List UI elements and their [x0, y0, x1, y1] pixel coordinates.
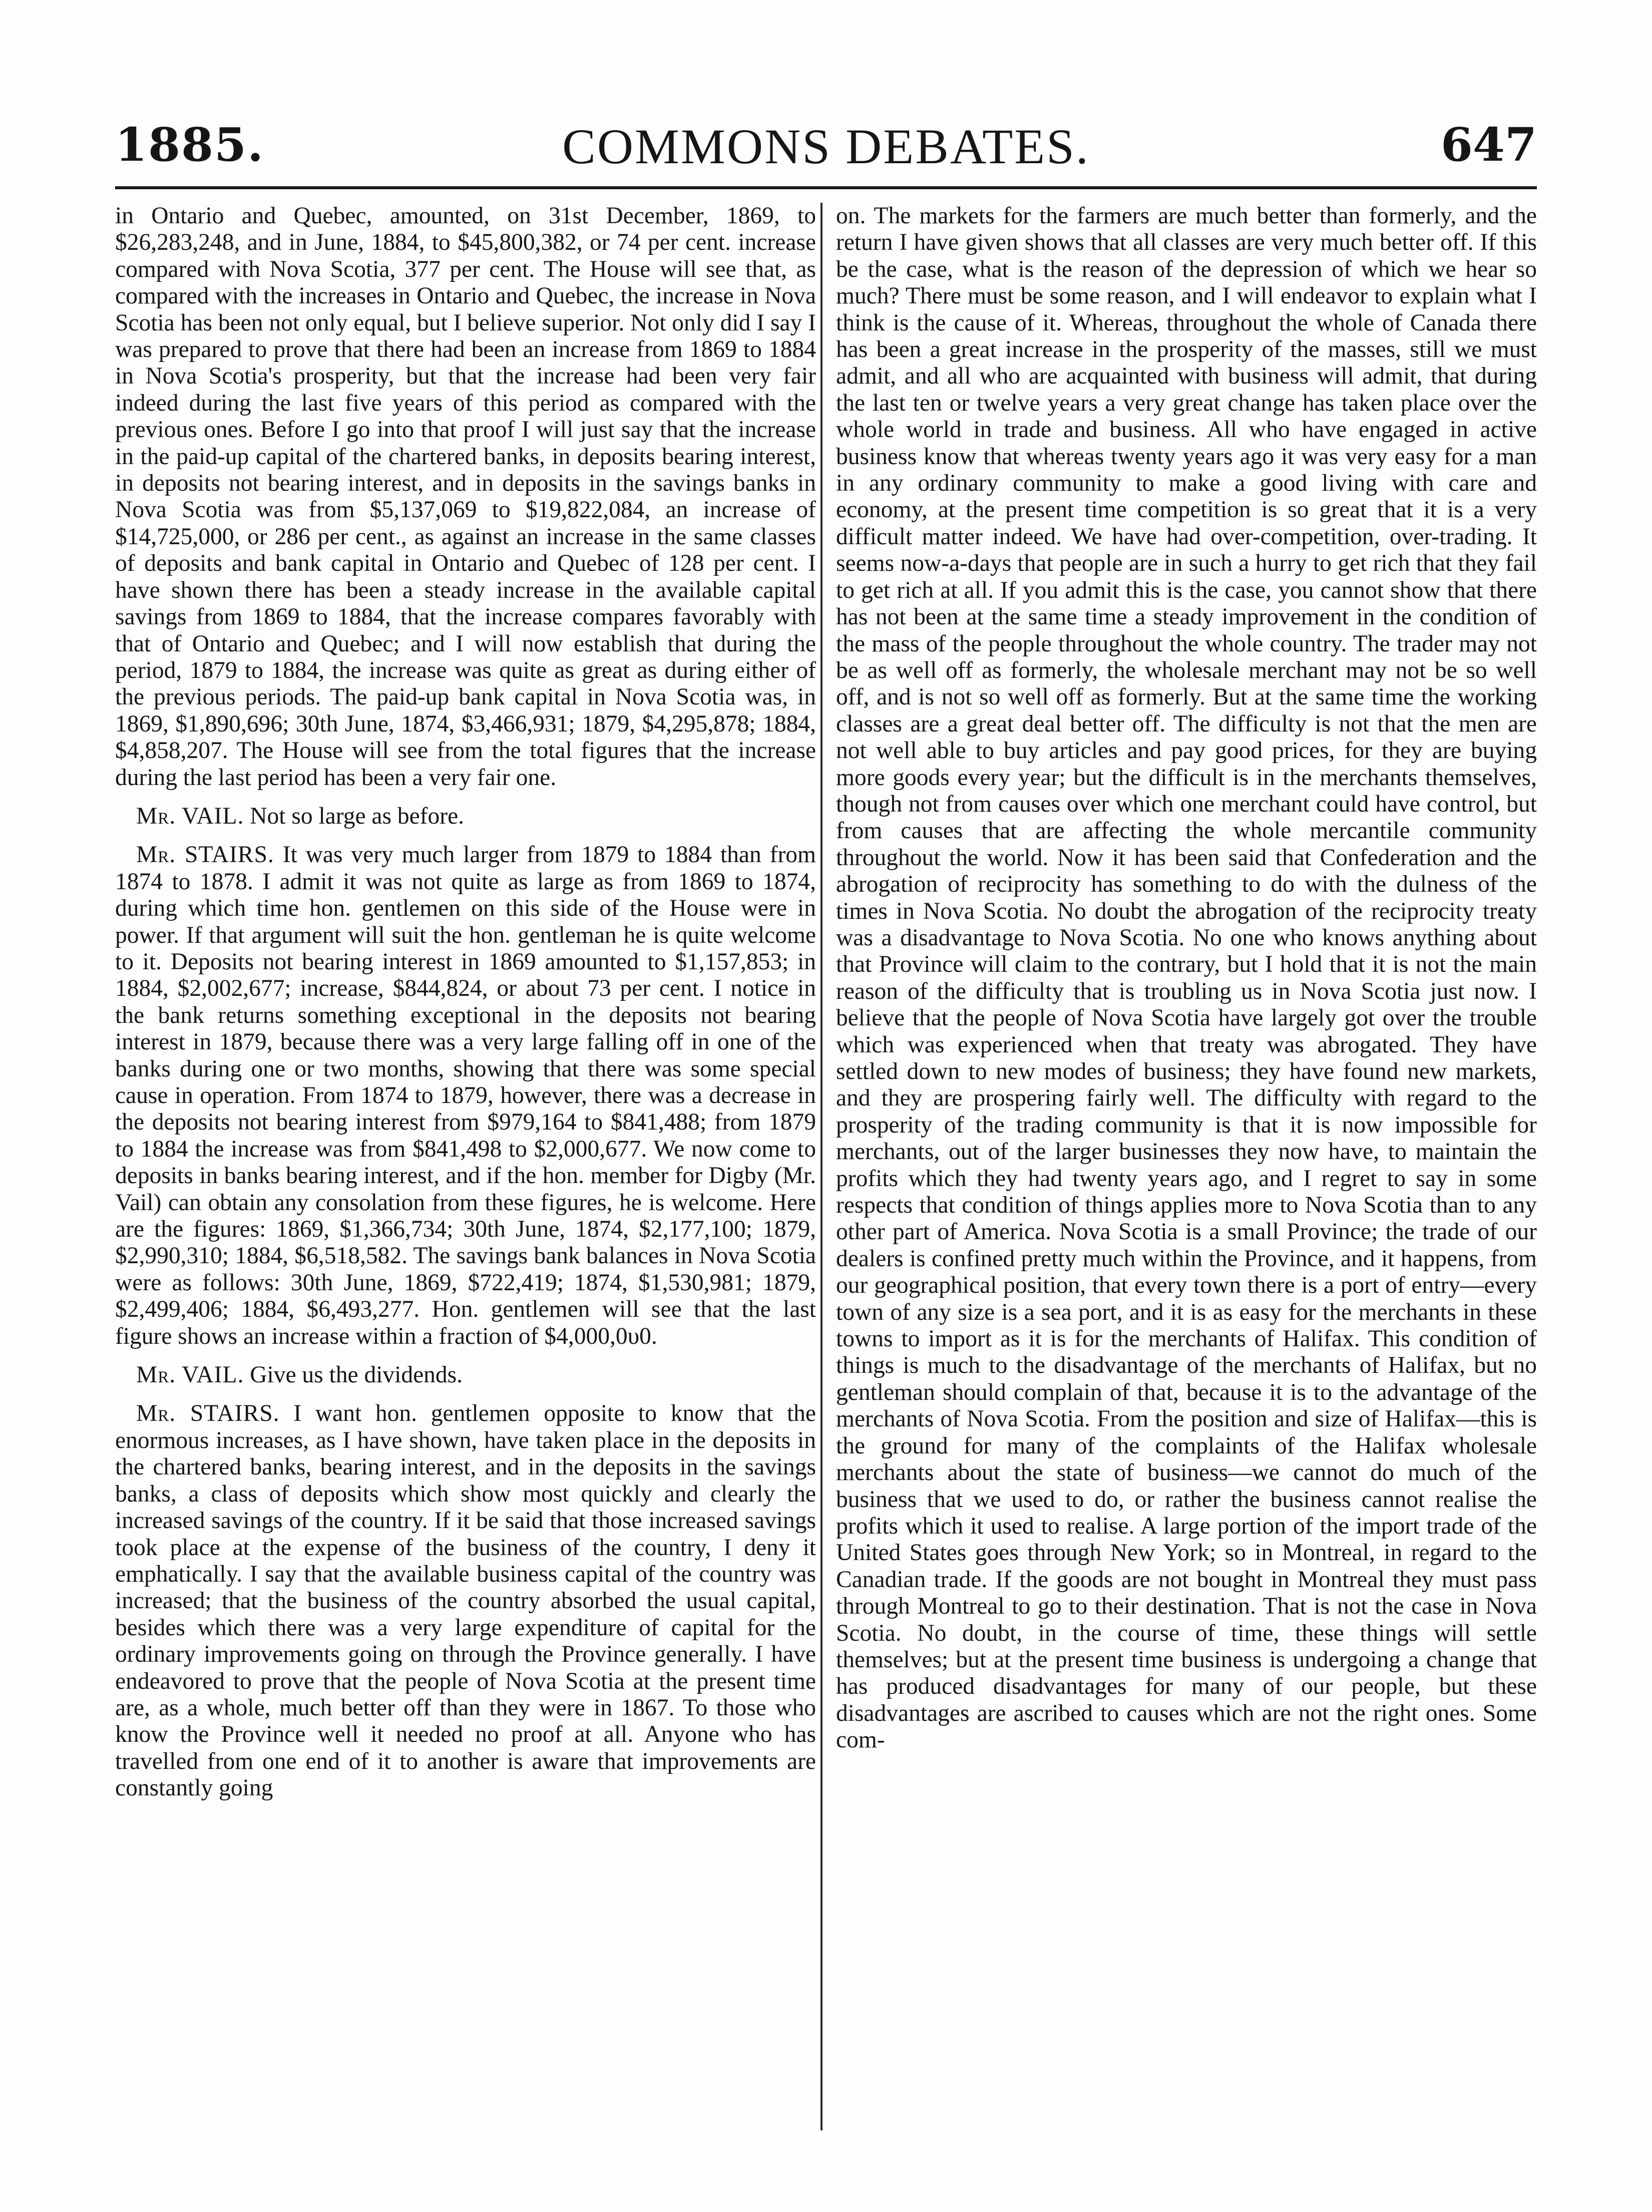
page-header	[115, 118, 1537, 178]
speech-stairs-1	[115, 842, 816, 1350]
left-column	[115, 203, 816, 1802]
page-number: 647	[1440, 118, 1537, 172]
speaker-name: Mr. STAIRS.	[136, 842, 274, 868]
header-title: COMMONS DEBATES.	[562, 119, 1090, 174]
speech-text: Not so large as before.	[250, 803, 465, 829]
column-divider	[820, 203, 822, 2130]
speech-text: Give us the dividends.	[250, 1362, 463, 1388]
speaker-name: Mr. VAIL.	[136, 803, 244, 829]
speaker-name: Mr. VAIL.	[136, 1362, 244, 1388]
speech-vail-2	[115, 1362, 816, 1388]
paragraph: on. The markets for the farmers are much better than formerly, and the return I have given shows that all classes are very much better off. If this be the case, what is the reason of the depression of which we hear so much? There must be some reason, and I will endeavor to explain what I think is the cause of it. Whereas, throughout the whole of Canada there has been a great increase in the prosperity of the masses, still we must admit, and all who are acquainted with business will admit, that during the last ten or twelve years a very great change has taken place over the whole world in trade and business. All who have engaged in active business know that whereas twenty years ago it was very easy for a man in any ordinary community to make a good living with care and economy, at the present time competition is so great that it is a very difficult matter indeed. We have had over-competition, over-trading. It seems now-a-days that people are in such a hurry to get rich that they fail to get rich at all. If you admit this is the case, you cannot show that there has not been at the same time a steady improvement in the condition of the mass of the people throughout the whole country. The trader may not be as well off as formerly, the wholesale merchant may not be so well off, and is not so well off as formerly. But at the same time the working classes are a great deal better off. The difficulty is not that the men are not well able to buy articles and pay good prices, for they are buying more goods every year; but the difficult is in the merchants themselves, though not from causes over which one merchant could have control, but from causes that are affecting the whole mercantile community throughout the world. Now it has been said that Confederation and the abrogation of reciprocity has something to do with the dulness of the times in Nova Scotia. No doubt the abrogation of the reciprocity treaty was a disadvantage to Nova Scotia. No one who knows anything about that Province will claim to the contrary, but I hold that it is not the main reason of the difficulty that is troubling us in Nova Scotia just now. I believe that the people of Nova Scotia have largely got over the trouble which was experienced when that treaty was abrogated. They have settled down to new modes of business; they have found new markets, and they are prospering fairly well. The difficulty with regard to the prosperity of the trading community is that it is now impossible for merchants, out of the larger businesses they now have, to maintain the profits which they had twenty years ago, and I regret to say in some respects that condition of things applies more to Nova Scotia than to any other part of America. Nova Scotia is a small Province; the trade of our dealers is confined pretty much within the Province, and it happens, from our geographical position, that every town there is a port of entry—every town of any size is a sea port, and it is as easy for the merchants in these towns to import as it is for the merchants of Halifax. This condition of things is much to the disadvantage of the merchants of Halifax, but no gentleman should complain of that, because it is to the advantage of the merchants of Nova Scotia. From the position and size of Halifax—this is the ground for many of the complaints of the Halifax wholesale merchants about the state of business—we cannot do much of the business that we used to do, or rather the business cannot realise the profits which it used to realise. A large portion of the import trade of the United States goes through New York; so in Montreal, in regard to the Canadian trade. If the goods are not bought in Montreal they must pass through Montreal to go to their destination. That is not the case in Nova Scotia. No doubt, in the course of time, these things will settle themselves; but at the present time business is undergoing a change that has produced disadvantages for many of our people, but these disadvantages are ascribed to causes which are not the right ones. Some com-	[836, 203, 1537, 1753]
header-year: 1885.	[115, 118, 265, 172]
paragraph: in Ontario and Quebec, amounted, on 31st December, 1869, to $26,283,248, and in June, 1884, to $45,800,382, or 74 per cent. increase compared with Nova Scotia, 377 per cent. The House will see that, as compared with the increases in Ontario and Quebec, the increase in Nova Scotia has been not only equal, but I believe superior. Not only did I say I was prepared to prove that there had been an increase from 1869 to 1884 in Nova Scotia's prosperity, but that the increase had been very fair indeed during the last five years of this period as compared with the previous ones. Before I go into that proof I will just say that the increase in the paid-up capital of the chartered banks, in deposits bearing interest, in deposits not bearing interest, and in deposits in the savings banks in Nova Scotia was from $5,137,069 to $19,822,084, an increase of $14,725,000, or 286 per cent., as against an increase in the same classes of deposits and bank capital in Ontario and Quebec of 128 per cent. I have shown there has been a steady increase in the available capital savings from 1869 to 1884, that the increase compares favorably with that of Ontario and Quebec; and I will now establish that during the period, 1879 to 1884, the increase was quite as great as during either of the previous periods. The paid-up bank capital in Nova Scotia was, in 1869, $1,890,696; 30th June, 1874, $3,466,931; 1879, $4,295,878; 1884, $4,858,207. The House will see from the total figures that the increase during the last period has been a very fair one.	[115, 203, 816, 791]
speech-vail-1	[115, 803, 816, 830]
right-column	[836, 203, 1537, 1754]
speech-text: It was very much larger from 1879 to 1884 than from 1874 to 1878. I admit it was not quite as large as from 1869 to 1874, during which time hon. gentlemen on this side of the House were in power. If that argument will suit the hon. gentleman he is quite welcome to it. Deposits not bearing interest in 1869 amounted to $1,157,853; in 1884, $2,002,677; increase, $844,824, or about 73 per cent. I notice in the bank returns something exceptional in the deposits not bearing interest in 1879, because there was a very large falling off in one of the banks during one or two months, showing that there was some special cause in operation. From 1874 to 1879, however, there was a decrease in the deposits not bearing interest from $979,164 to $841,488; from 1879 to 1884 the increase was from $841,498 to $2,000,677. We now come to deposits in banks bearing interest, and if the hon. member for Digby (Mr. Vail) can obtain any consolation from these figures, he is welcome. Here are the figures: 1869, $1,366,734; 30th June, 1874, $2,177,100; 1879, $2,990,310; 1884, $6,518,582. The savings bank balances in Nova Scotia were as follows: 30th June, 1869, $722,419; 1874, $1,530,981; 1879, $2,499,406; 1884, $6,493,277. Hon. gentlemen will see that the last figure shows an increase within a fraction of $4,000,0υ0.	[115, 842, 816, 1349]
header-rule	[115, 186, 1537, 189]
speech-stairs-2	[115, 1400, 816, 1801]
speech-text: I want hon. gentlemen opposite to know that the enormous increases, as I have shown, have taken place in the deposits in the chartered banks, bearing interest, and in the deposits in the savings banks, a class of deposits which show most quickly and clearly the increased savings of the country. If it be said that those increased savings took place at the expense of the business of the country, I deny it emphatically. I say that the available business capital of the country was increased; that the business of the country absorbed the usual capital, besides which there was a very large expenditure of capital for the ordinary improvements going on through the Province generally. I have endeavored to prove that the people of Nova Scotia at the present time are, as a whole, much better off than they were in 1867. To those who know the Province well it needed no proof at all. Anyone who has travelled from one end of it to another is aware that improvements are constantly going	[115, 1400, 816, 1801]
speaker-name: Mr. STAIRS.	[136, 1400, 280, 1427]
